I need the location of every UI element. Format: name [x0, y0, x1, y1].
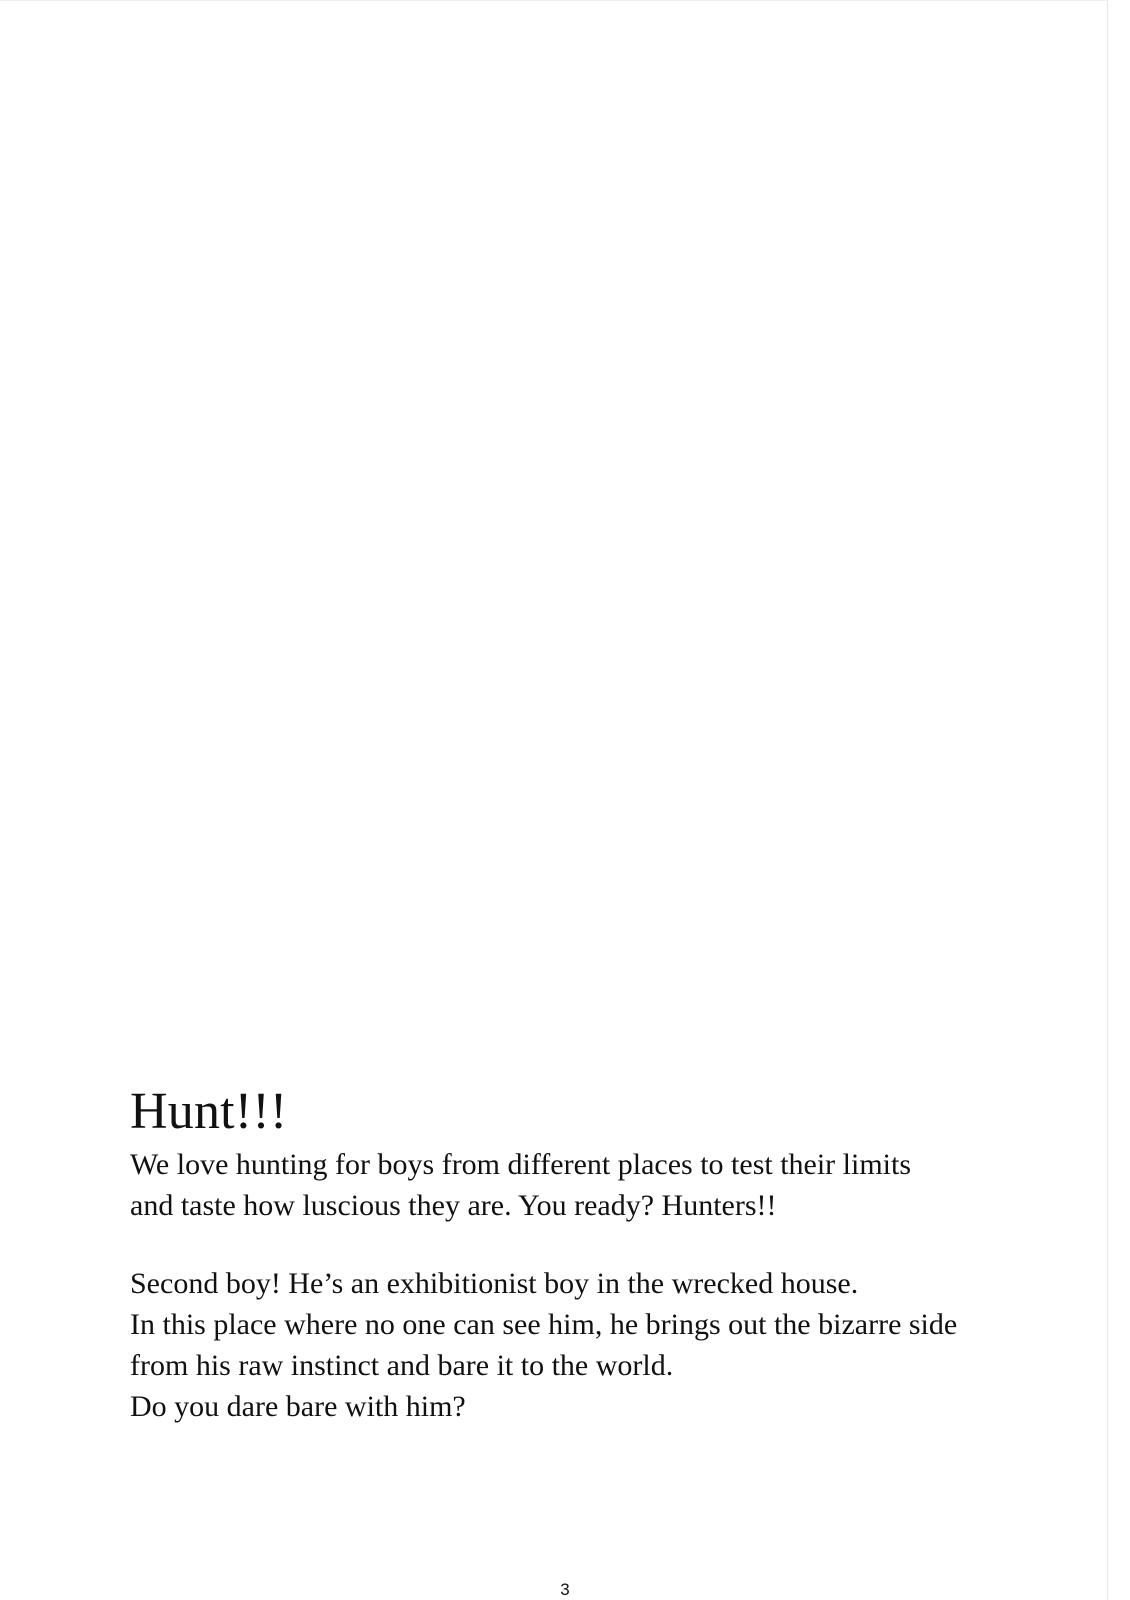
body-line: from his raw instinct and bare it to the world. — [130, 1349, 674, 1382]
page-title: Hunt!!! — [130, 1083, 288, 1140]
body-line: Do you dare bare with him? — [130, 1390, 466, 1423]
page-number: 3 — [560, 1580, 570, 1599]
body-paragraph — [130, 1263, 1060, 1427]
text-block — [130, 1082, 1060, 1427]
page-right-margin — [1107, 0, 1130, 1600]
intro-line: We love hunting for boys from different places to test their limits — [130, 1148, 912, 1181]
body-line: In this place where no one can see him, he brings out the bizarre side — [130, 1308, 958, 1341]
intro-paragraph — [130, 1144, 1060, 1226]
body-line: Second boy! He’s an exhibitionist boy in the wrecked house. — [130, 1267, 859, 1300]
page-top-border — [0, 0, 1108, 1]
intro-line: and taste how luscious they are. You ready? Hunters!! — [130, 1189, 777, 1222]
